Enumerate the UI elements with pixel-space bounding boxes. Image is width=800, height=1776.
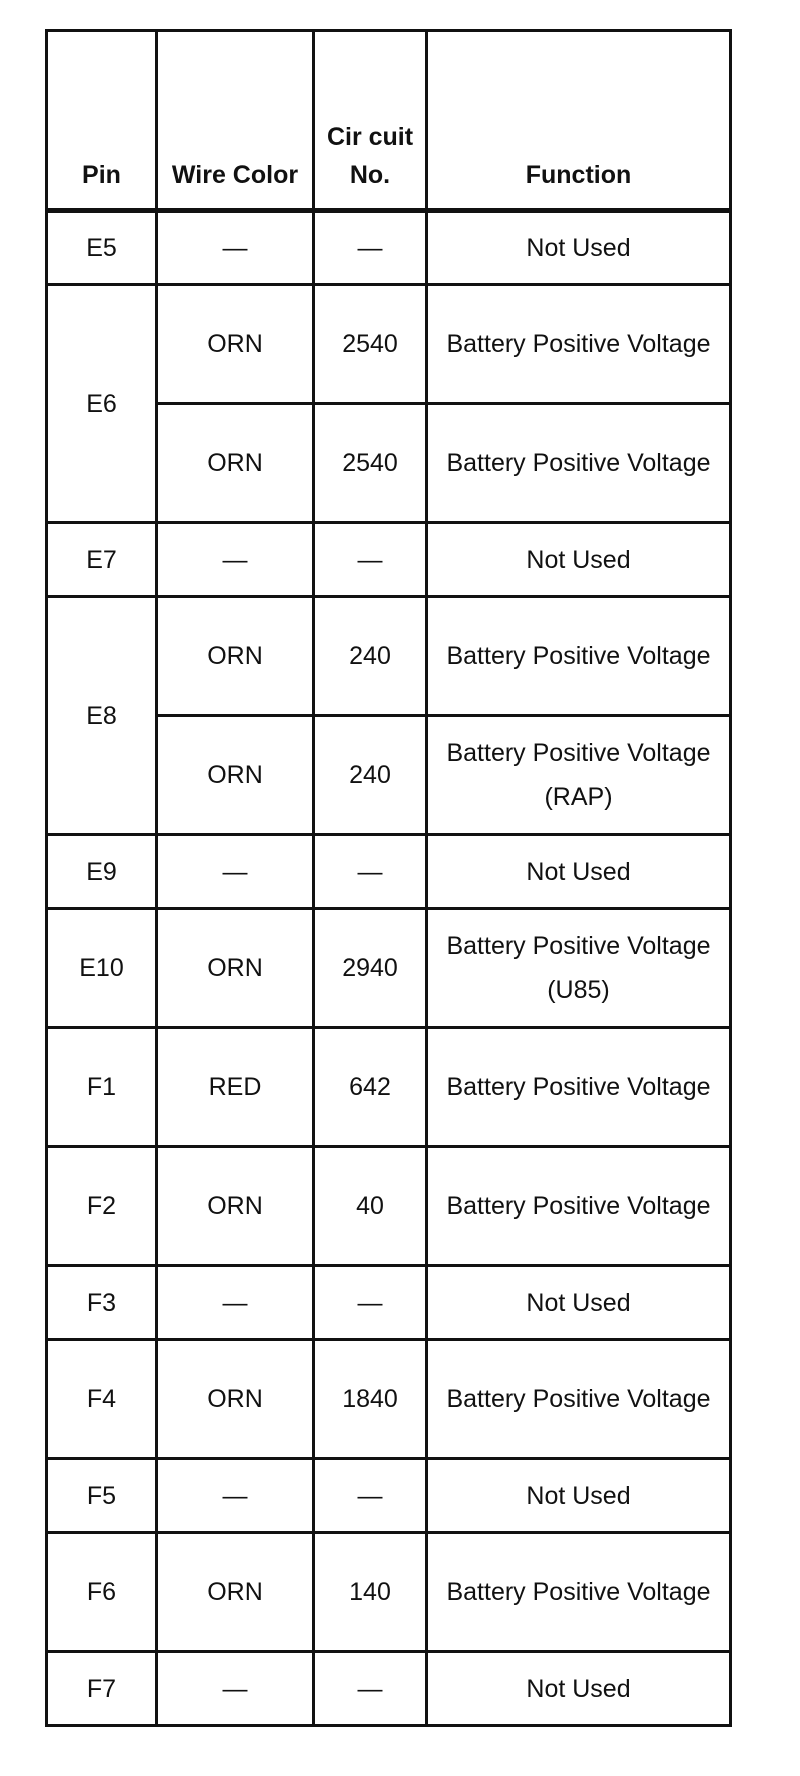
pin-cell: E8	[47, 597, 157, 835]
table-row	[47, 909, 731, 1028]
function-cell: Not Used	[427, 1266, 731, 1340]
table-row	[47, 285, 731, 404]
pin-cell: F1	[47, 1028, 157, 1147]
wire-color-cell: —	[157, 835, 314, 909]
wire-color-cell: ORN	[157, 285, 314, 404]
wire-color-cell: ORN	[157, 1533, 314, 1652]
wire-color-cell: —	[157, 1459, 314, 1533]
pin-cell: E9	[47, 835, 157, 909]
circuit-cell: 240	[314, 716, 427, 835]
wire-color-cell: ORN	[157, 1340, 314, 1459]
pin-cell: F2	[47, 1147, 157, 1266]
wire-color-cell: ORN	[157, 404, 314, 523]
function-cell: Not Used	[427, 1459, 731, 1533]
header-circuit-no	[314, 31, 427, 211]
function-cell: Battery Positive Voltage	[427, 597, 731, 716]
circuit-cell: 140	[314, 1533, 427, 1652]
header-wire-color	[157, 31, 314, 211]
function-cell: Battery Positive Voltage	[427, 404, 731, 523]
function-cell: Not Used	[427, 211, 731, 285]
header-wire-color-label: Wire Color	[171, 161, 299, 189]
circuit-cell: 2540	[314, 285, 427, 404]
wire-color-cell: ORN	[157, 909, 314, 1028]
table-row	[47, 1147, 731, 1266]
table-row	[47, 835, 731, 909]
table-row	[47, 523, 731, 597]
function-cell: Battery Positive Voltage	[427, 1147, 731, 1266]
function-cell: Battery Positive Voltage	[427, 1533, 731, 1652]
pin-cell: F7	[47, 1652, 157, 1726]
pin-cell: F6	[47, 1533, 157, 1652]
pin-cell: E6	[47, 285, 157, 523]
wire-color-cell: ORN	[157, 1147, 314, 1266]
function-cell: Battery Positive Voltage (RAP)	[427, 716, 731, 835]
table-row	[47, 1533, 731, 1652]
table-row	[47, 1028, 731, 1147]
table-row	[47, 211, 731, 285]
circuit-cell: 2940	[314, 909, 427, 1028]
wire-color-cell: —	[157, 1652, 314, 1726]
circuit-cell: —	[314, 1459, 427, 1533]
function-cell: Not Used	[427, 1652, 731, 1726]
circuit-cell: —	[314, 1652, 427, 1726]
circuit-cell: —	[314, 1266, 427, 1340]
pin-cell: E5	[47, 211, 157, 285]
table-row	[47, 1652, 731, 1726]
circuit-cell: —	[314, 523, 427, 597]
circuit-cell: 642	[314, 1028, 427, 1147]
table-row	[47, 1340, 731, 1459]
pin-cell: E7	[47, 523, 157, 597]
circuit-cell: —	[314, 211, 427, 285]
function-cell: Not Used	[427, 523, 731, 597]
function-cell: Battery Positive Voltage	[427, 1340, 731, 1459]
wire-color-cell: —	[157, 1266, 314, 1340]
table-row	[47, 1459, 731, 1533]
wire-color-cell: —	[157, 211, 314, 285]
pinout-table	[45, 29, 732, 1727]
wire-color-cell: RED	[157, 1028, 314, 1147]
pin-cell: F3	[47, 1266, 157, 1340]
function-cell: Battery Positive Voltage	[427, 285, 731, 404]
table-row	[47, 1266, 731, 1340]
function-cell: Battery Positive Voltage (U85)	[427, 909, 731, 1028]
header-pin: Pin	[47, 31, 157, 211]
pin-cell: F4	[47, 1340, 157, 1459]
wire-color-cell: ORN	[157, 597, 314, 716]
table-row	[47, 597, 731, 716]
circuit-cell: 1840	[314, 1340, 427, 1459]
wire-color-cell: —	[157, 523, 314, 597]
function-cell: Battery Positive Voltage	[427, 1028, 731, 1147]
pin-cell: F5	[47, 1459, 157, 1533]
circuit-cell: 2540	[314, 404, 427, 523]
circuit-cell: —	[314, 835, 427, 909]
circuit-cell: 240	[314, 597, 427, 716]
header-circuit-no-label: Cir cuit No.	[326, 123, 414, 189]
header-function: Function	[427, 31, 731, 211]
circuit-cell: 40	[314, 1147, 427, 1266]
function-cell: Not Used	[427, 835, 731, 909]
pin-cell: E10	[47, 909, 157, 1028]
header-row	[47, 31, 731, 211]
wire-color-cell: ORN	[157, 716, 314, 835]
